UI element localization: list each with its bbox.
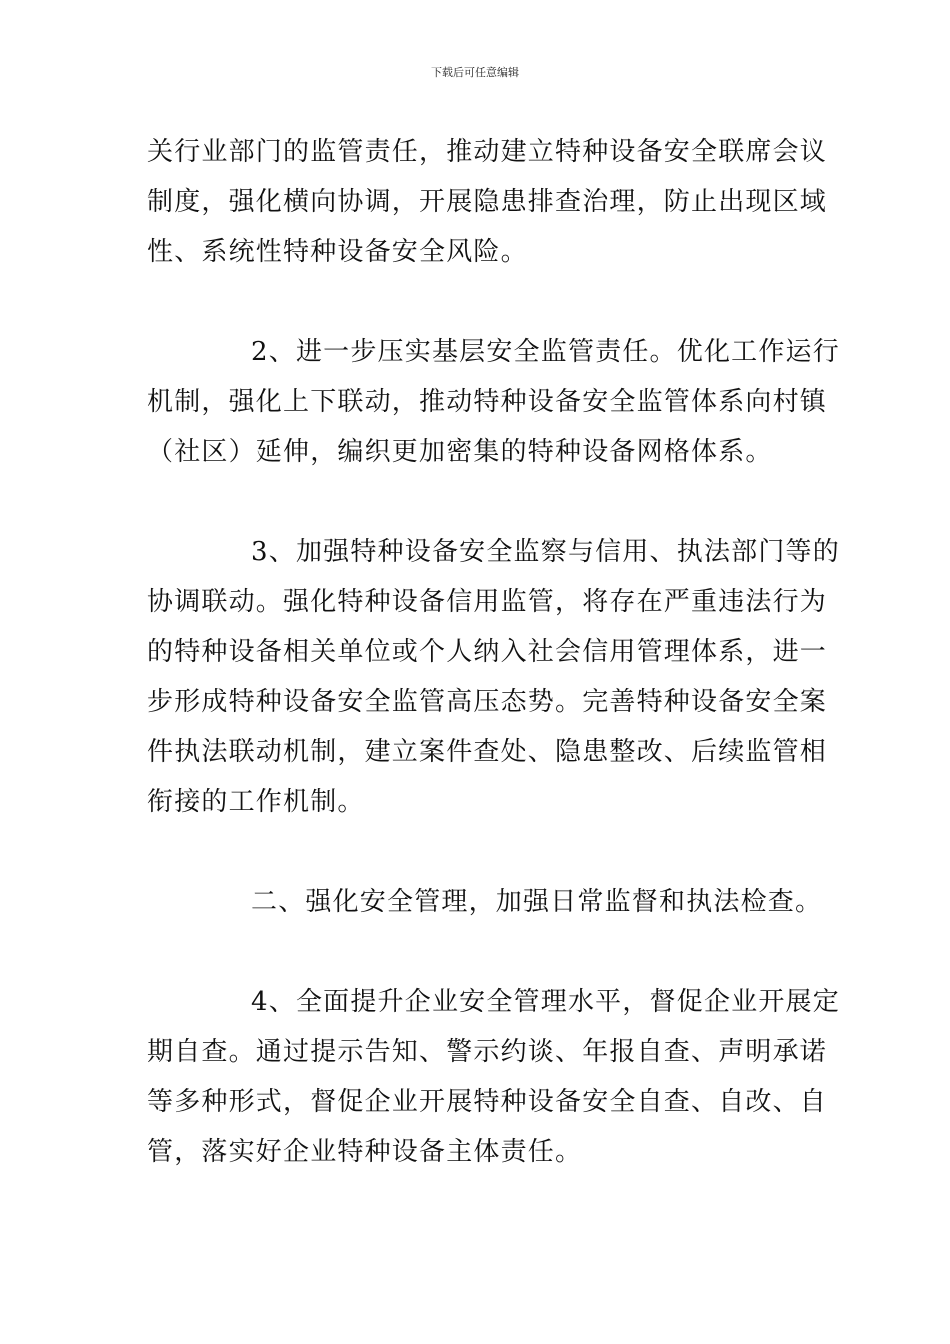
paragraph-spacer [147, 277, 809, 327]
paragraph-spacer [147, 927, 809, 977]
document-body [147, 127, 840, 1177]
text-line: 管，落实好企业特种设备主体责任。 [147, 1137, 583, 1167]
text-line: 2、进一步压实基层安全监管责任。优化工作运行 [251, 337, 840, 367]
page-header-note: 下载后可任意编辑 [431, 66, 519, 79]
paragraph-1 [147, 127, 828, 277]
paragraph-spacer [147, 827, 809, 877]
paragraph-3 [147, 527, 840, 827]
text-line: （社区）延伸，编织更加密集的特种设备网格体系。 [147, 437, 773, 467]
text-line: 机制，强化上下联动，推动特种设备安全监管体系向村镇 [147, 387, 828, 417]
text-line: 的特种设备相关单位或个人纳入社会信用管理体系，进一 [147, 637, 828, 667]
text-line: 期自查。通过提示告知、警示约谈、年报自查、声明承诺 [147, 1037, 828, 1067]
text-line: 3、加强特种设备安全监察与信用、执法部门等的 [251, 537, 840, 567]
text-line: 性、系统性特种设备安全风险。 [147, 237, 528, 267]
paragraph-4 [147, 977, 840, 1177]
text-line: 协调联动。强化特种设备信用监管，将存在严重违法行为 [147, 587, 828, 617]
text-line: 4、全面提升企业安全管理水平，督促企业开展定 [251, 987, 840, 1017]
paragraph-2 [147, 327, 840, 477]
paragraph-spacer [147, 477, 809, 527]
text-line: 件执法联动机制，建立案件查处、隐患整改、后续监管相 [147, 737, 828, 767]
text-line: 步形成特种设备安全监管高压态势。完善特种设备安全案 [147, 687, 828, 717]
text-line: 关行业部门的监管责任，推动建立特种设备安全联席会议 [147, 137, 828, 167]
section-heading [147, 877, 823, 927]
text-line: 二、强化安全管理，加强日常监督和执法检查。 [251, 887, 823, 917]
text-line: 制度，强化横向协调，开展隐患排查治理，防止出现区域 [147, 187, 828, 217]
text-line: 等多种形式，督促企业开展特种设备安全自查、自改、自 [147, 1087, 828, 1117]
text-line: 衔接的工作机制。 [147, 787, 365, 817]
